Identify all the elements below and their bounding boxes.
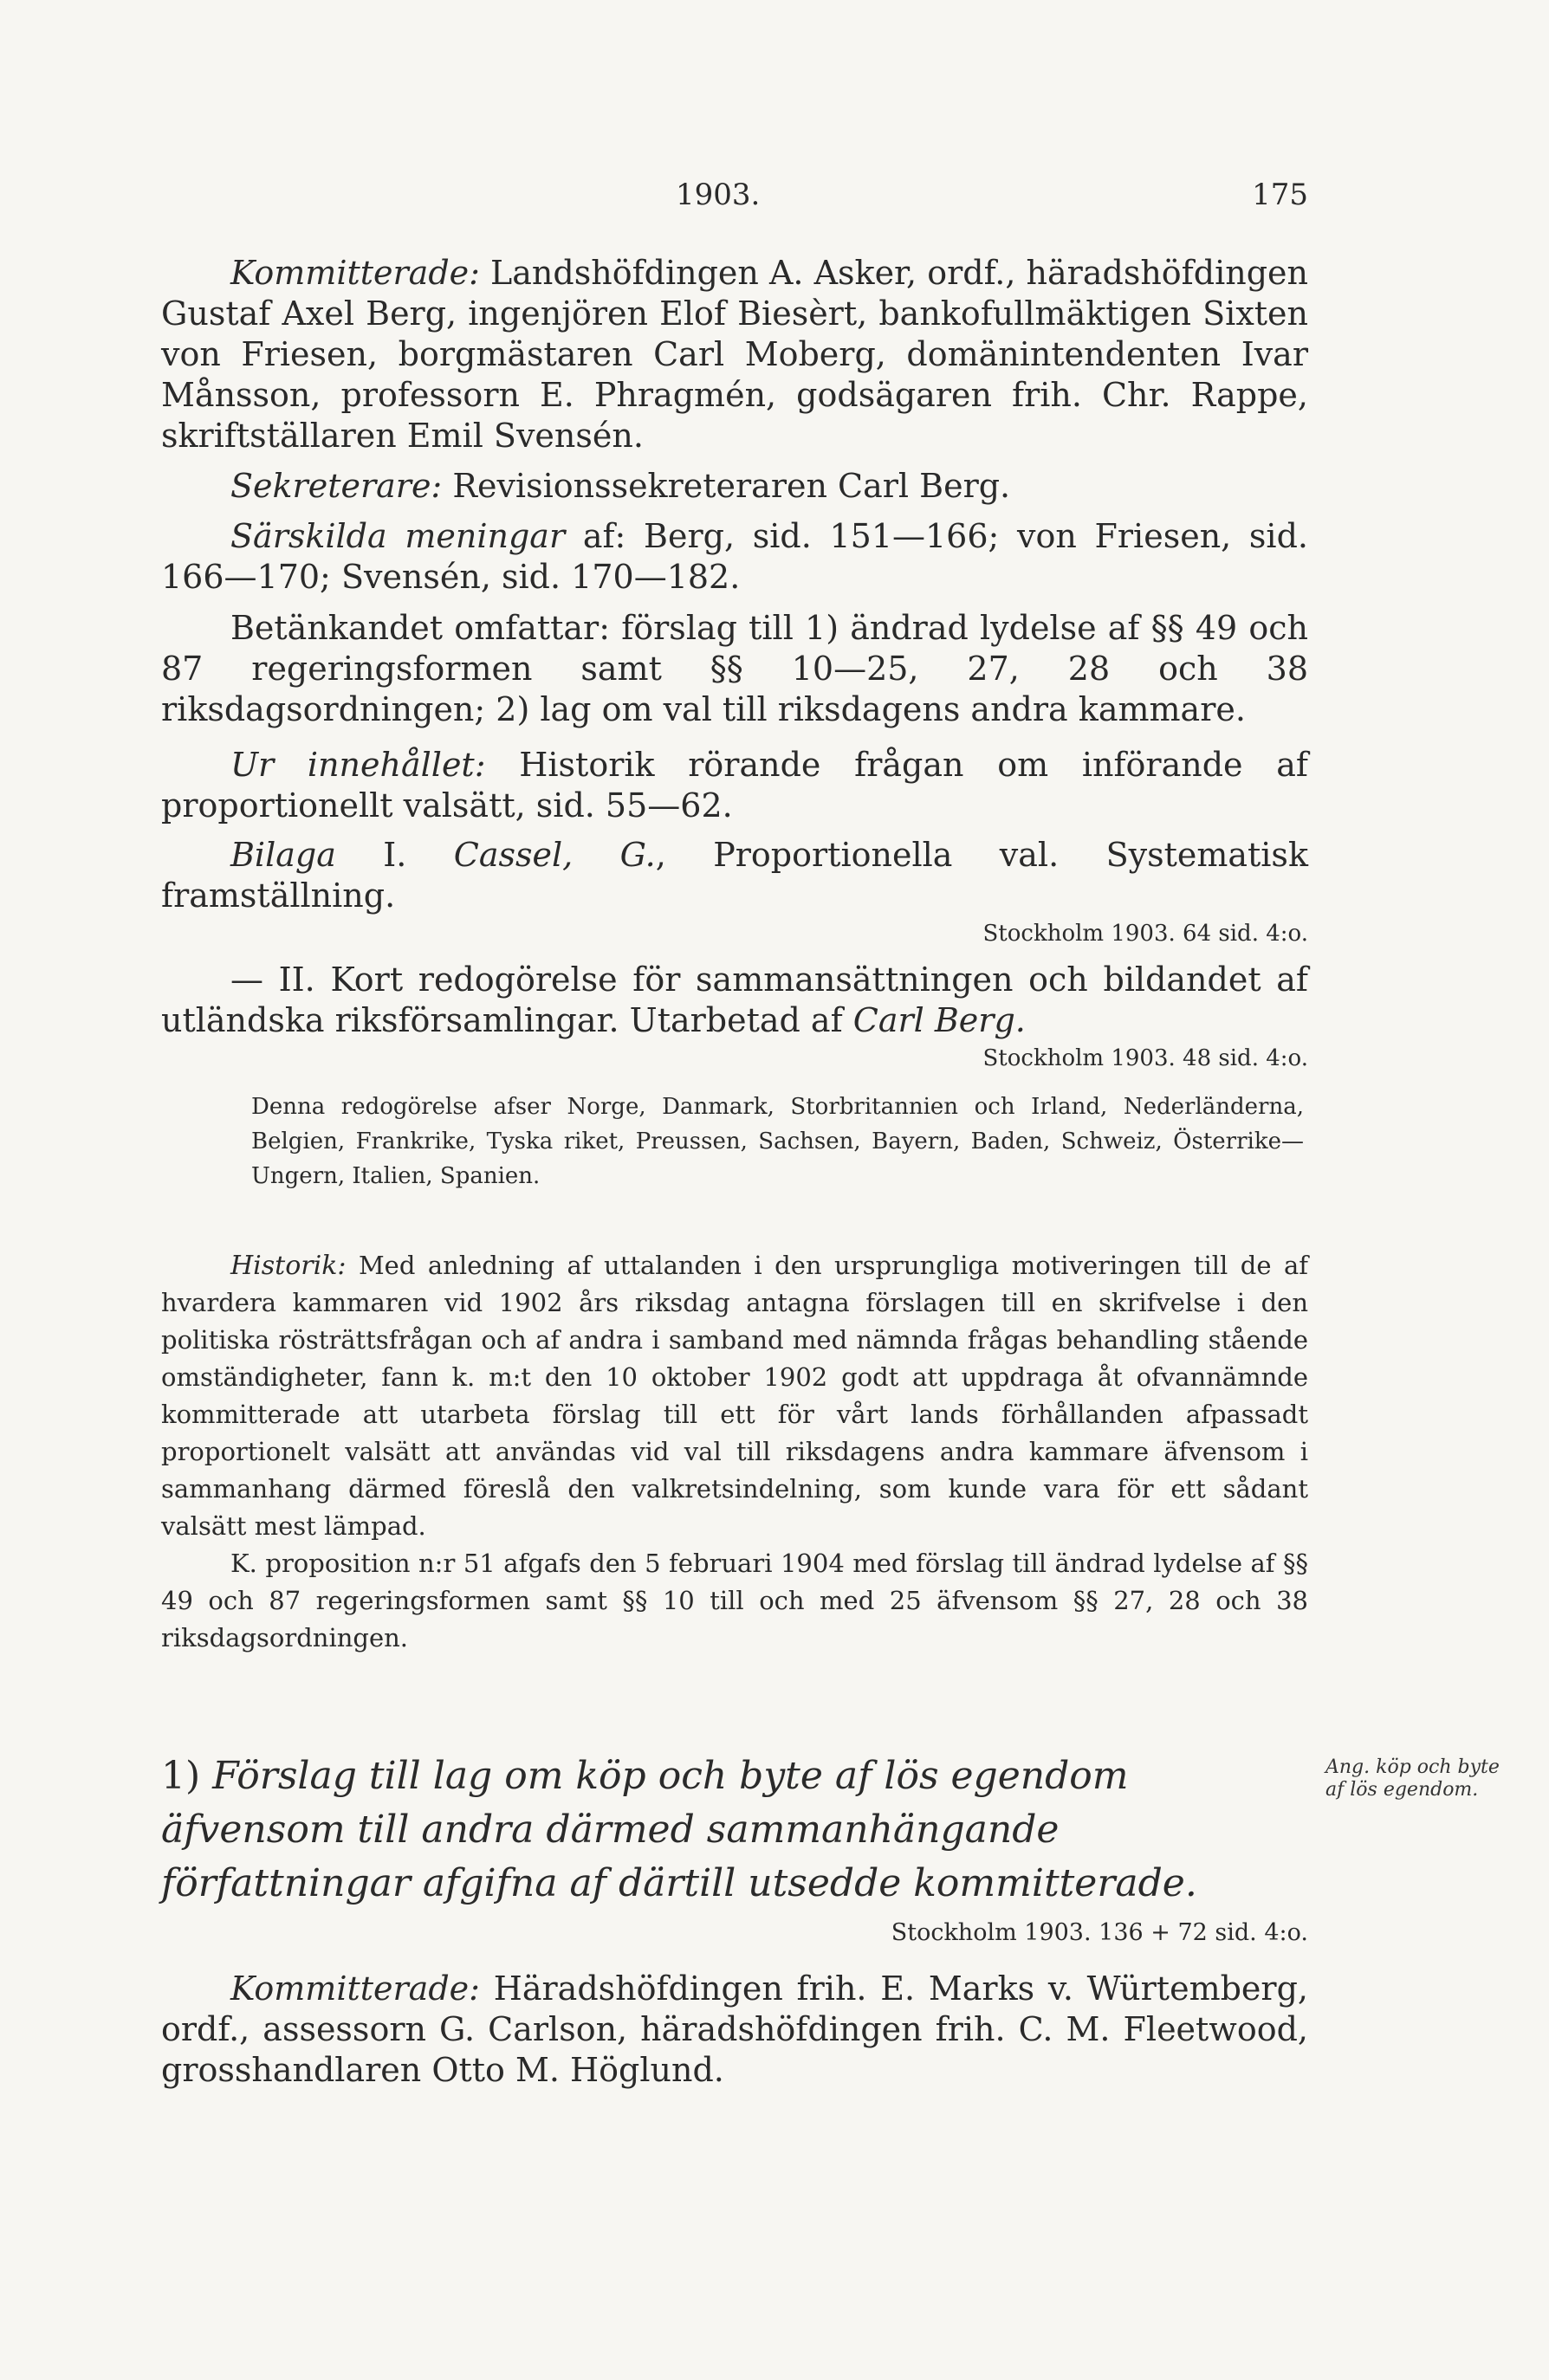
header-year: 1903. <box>676 178 761 212</box>
bilaga-1-publication: Stockholm 1903. 64 sid. 4:o. <box>982 921 1308 947</box>
kommitterade-text: Landshöfdingen A. Asker, ordf., häradshöfdingen Gustaf Axel Berg, ingenjören Elof Biesèrt, bankofullmäktigen Sixten von Friesen, borgmästaren Carl Moberg, domänintendenten Ivar Månsson, professorn E. Phragmén, godsägaren frih. Chr. Rappe, skriftställaren Emil Svensén. <box>161 254 1308 455</box>
bilaga-2-publication: Stockholm 1903. 48 sid. 4:o. <box>982 1045 1308 1071</box>
header-page-number: 175 <box>1252 178 1308 212</box>
innehallet-text: Historik rörande frågan om införande af proportionellt valsätt, sid. 55—62. <box>161 746 1308 825</box>
bilaga-2-title: Kort redogörelse för sammansättningen och bildandet af utländska riksförsamlingar. Utarbetad af <box>161 960 1308 1039</box>
historik-text: Med anledning af uttalanden i den ursprungliga motiveringen till de af hvardera kammaren vid 1902 års riksdag antagna förslagen till en skrifvelse i den politiska rösträttsfrågan och af andra i samband med nämnda frågas behandling stående omständigheter, fann k. m:t den 10 oktober 1902 godt att uppdraga åt ofvannämnde kommitterade att utarbeta förslag till ett för vårt lands förhållanden afpassadt proportionelt valsätt att användas vid val till riksdagens andra kammare äfvensom i sammanhang därmed föreslå den valkretsindelning, som kunde vara för ett sådant valsätt mest lämpad. <box>161 1251 1309 1541</box>
sarskilda-label: Särskilda meningar <box>230 517 566 555</box>
sekreterare-text: Revisionssekreteraren Carl Berg. <box>452 467 1011 505</box>
bilaga-number: I. <box>383 836 407 874</box>
bilaga-label: Bilaga <box>230 836 336 874</box>
kommitterade-paragraph <box>161 253 1308 456</box>
proposition-text: K. proposition n:r 51 afgafs den 5 februari 1904 med förslag till ändrad lydelse af §§ 49 och 87 regeringsformen samt §§ 10 till och med 25 äfvensom §§ 27, 28 och 38 riksdagsordningen. <box>161 1549 1308 1652</box>
bilaga-title: , Proportionella val. Systematisk framställning. <box>161 836 1308 915</box>
forslag-number: 1) <box>161 1754 201 1798</box>
bilaga-author: Cassel, G. <box>453 836 656 874</box>
bilaga-2-note-text: Denna redogörelse afser Norge, Danmark, Storbritannien och Irland, Nederländerna, Belgien, Frankrike, Tyska riket, Preussen, Sachsen, Bayern, Baden, Schweiz, Österrike—Ungern, Italien, Spanien. <box>251 1094 1304 1189</box>
kommitterade-2-text: Häradshöfdingen frih. E. Marks v. Würtemberg, ordf., assessorn G. Carlson, häradshöfdingen frih. C. M. Fleetwood, grosshandlaren Otto M. Höglund. <box>161 1969 1308 2089</box>
sarskilda-text: af: Berg, sid. 151—166; von Friesen, sid. 166—170; Svensén, sid. 170—182. <box>161 517 1308 596</box>
innehallet-label: Ur innehållet: <box>230 746 486 784</box>
bilaga-2-prefix: — II. <box>230 960 315 999</box>
betankandet-text: Betänkandet omfattar: förslag till 1) ändrad lydelse af §§ 49 och 87 regeringsformen samt §§ 10—25, 27, 28 och 38 riksdagsordningen; 2) lag om val till riksdagens andra kammare. <box>161 609 1308 728</box>
kommitterade-label: Kommitterade: <box>230 254 480 292</box>
kommitterade-2-label: Kommitterade: <box>230 1969 480 2008</box>
page-header <box>161 178 1308 221</box>
historik-label: Historik: <box>230 1251 347 1281</box>
margin-note: Ang. köp och byte af lös egendom. <box>1325 1756 1500 1801</box>
forslag-title: Förslag till lag om köp och byte af lös egendom äfvensom till andra därmed sammanhängande författningar afgifna af därtill utsedde kommitterade. <box>161 1754 1197 1905</box>
betankandet-paragraph <box>161 608 1308 730</box>
sarskilda-paragraph <box>161 516 1308 598</box>
kommitterade-2-paragraph <box>161 1969 1308 2091</box>
historik-paragraph <box>161 1247 1308 1657</box>
forslag-publication: Stockholm 1903. 136 + 72 sid. 4:o. <box>891 1919 1308 1946</box>
sekreterare-paragraph <box>161 466 1308 507</box>
bilaga-2 <box>161 960 1308 1076</box>
innehallet-paragraph <box>161 745 1308 826</box>
bilaga-2-note <box>251 1090 1304 1193</box>
forslag-entry <box>161 1749 1308 1956</box>
bilaga-2-author: Carl Berg. <box>852 1001 1026 1039</box>
sekreterare-label: Sekreterare: <box>230 467 443 505</box>
bilaga-1 <box>161 835 1308 951</box>
